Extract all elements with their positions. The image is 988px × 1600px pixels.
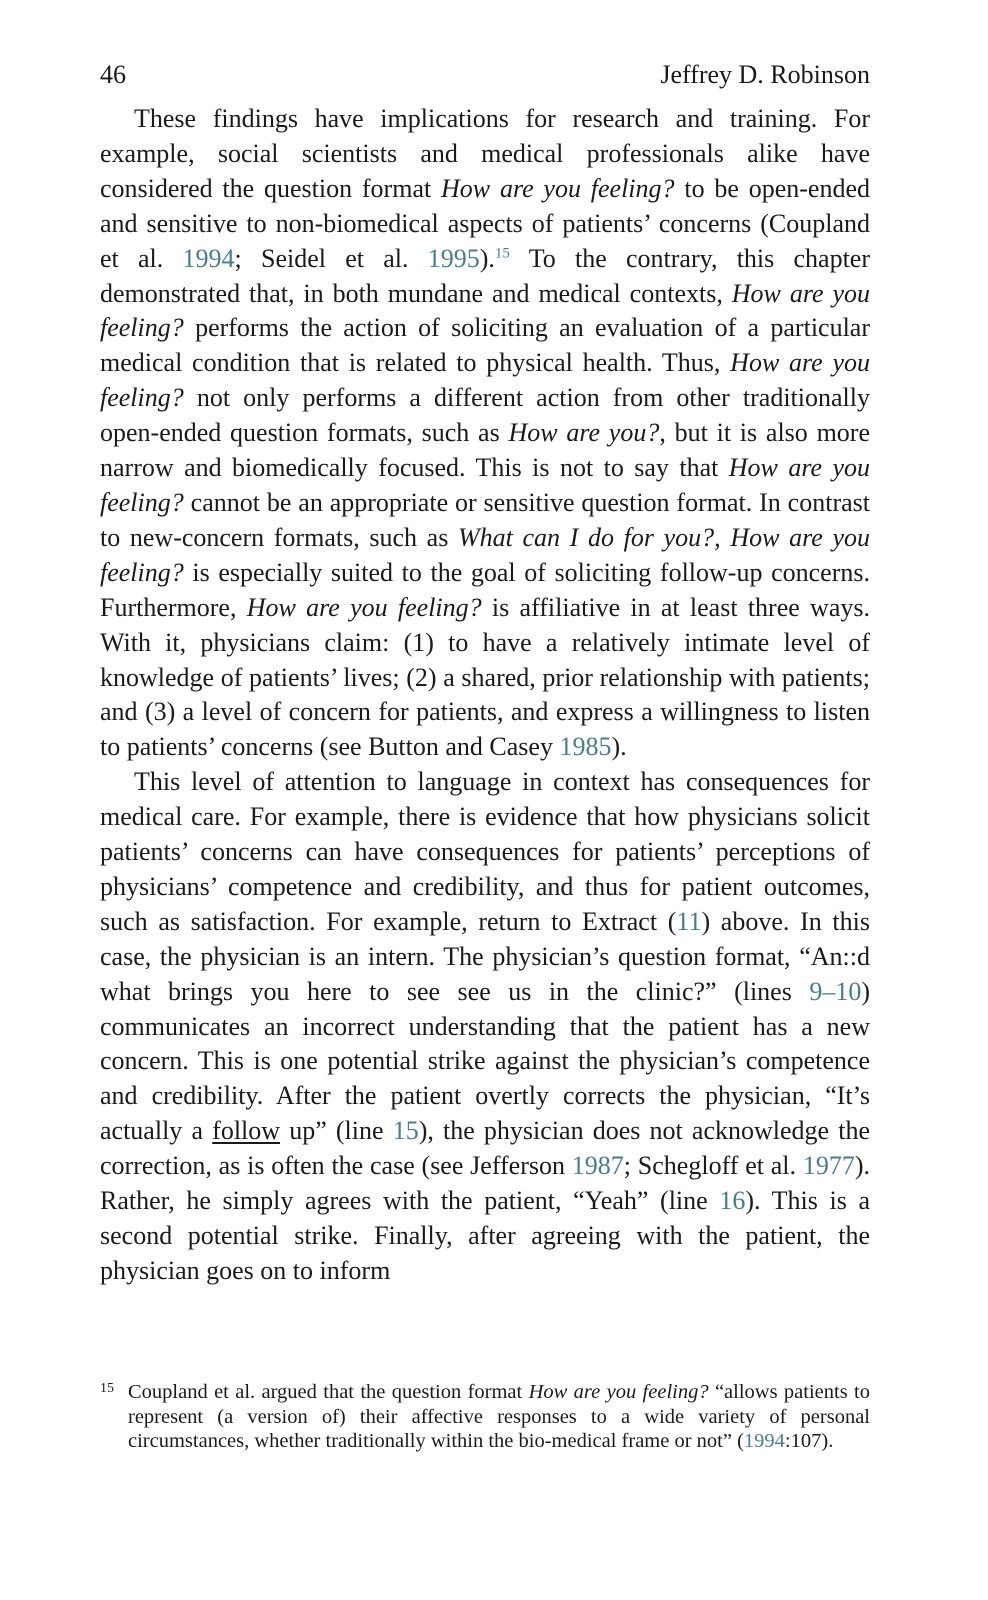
citation-link[interactable]: 1995: [427, 243, 480, 273]
citation-link[interactable]: 1987: [571, 1151, 624, 1181]
italic-phrase: How are you feeling?: [441, 173, 675, 203]
running-header: [100, 60, 870, 102]
text-run: These findings have implications for research and training. For example, social scientists and medical professionals alike have considered the question format: [100, 104, 870, 203]
footnote-number: 15: [100, 1381, 114, 1396]
text-run: To the contrary, this chapter demonstrated that, in both mundane and medical contexts,: [100, 243, 871, 308]
text-run: ) communicates an incorrect understanding that the patient has a new concern. This is one potential strike against the physician’s competence and credibility. After the patient overtly corrects the physician, “It’s actually a: [100, 976, 870, 1146]
footnote-reference[interactable]: 15: [494, 244, 510, 261]
text-run: , but it is also more narrow and biomedically focused. This is not to say that: [100, 418, 870, 483]
citation-link[interactable]: 1977: [802, 1151, 855, 1181]
italic-phrase: How are you?: [508, 418, 660, 448]
text-run: :107).: [784, 1430, 834, 1453]
footnote-text: [128, 1380, 870, 1454]
underlined-word: follow: [212, 1116, 281, 1146]
citation-link[interactable]: 1985: [559, 732, 612, 762]
paragraph-2: [100, 765, 870, 1289]
page-number: 46: [100, 60, 126, 89]
text-run: cannot be an appropriate or sensitive question format. In contrast to new-concern formats, such as: [100, 487, 870, 552]
footnote: [100, 1380, 870, 1454]
text-run: “allows patients to represent (a version of) their affective responses to a wide variety of personal circumstances, whether traditionally within the bio-medical frame or not” (: [128, 1381, 870, 1453]
page: [100, 60, 870, 1289]
text-run: ) above. In this case, the physician is an intern. The physician’s question format, “An::d what brings you here to see see us in the clinic?” (lines: [100, 906, 870, 1006]
italic-phrase: How are you feeling?: [100, 278, 870, 343]
italic-phrase: How are you feeling?: [100, 348, 871, 413]
text-run: ; Schegloff et al.: [623, 1151, 803, 1181]
running-head-author: Jeffrey D. Robinson: [660, 60, 870, 89]
italic-phrase: How are you feeling?: [246, 592, 482, 622]
text-run: up” (line: [280, 1116, 393, 1146]
extract-link[interactable]: 11: [676, 906, 702, 936]
line-reference-link[interactable]: 15: [392, 1116, 419, 1146]
text-run: ). This is a second potential strike. Finally, after agreeing with the patient, the physician goes on to inform: [100, 1186, 870, 1285]
text-run: This level of attention to language in context has consequences for medical care. For example, there is evidence that how physicians solicit patients’ concerns can have consequences for patients’ perceptions of physicians’ competence and credibility, and thus for patient outcomes, such as satisfaction. For example, return to Extract (: [100, 767, 870, 936]
citation-link[interactable]: 1994: [182, 243, 235, 273]
text-run: not only performs a different action from other traditionally open-ended question formats, such as: [100, 383, 870, 448]
text-run: is affiliative in at least three ways. With it, physicians claim: (1) to have a relatively intimate level of knowledge of patients’ lives; (2) a shared, prior relationship with patients; and (3) a level of concern for patients, and express a willingness to listen to patients’ concerns (see Button and Casey: [100, 592, 870, 762]
text-run: ; Seidel et al.: [234, 243, 428, 273]
body-text: [100, 102, 870, 1289]
text-run: performs the action of soliciting an evaluation of a particular medical condition that is related to physical health. Thus,: [100, 313, 870, 378]
text-run: ).: [479, 243, 495, 273]
text-run: ). Rather, he simply agrees with the patient, “Yeah” (line: [100, 1151, 870, 1216]
italic-phrase: How are you feeling?: [100, 453, 870, 517]
text-run: Coupland et al. argued that the question format: [128, 1381, 529, 1403]
text-run: is especially suited to the goal of soliciting follow-up concerns. Furthermore,: [100, 557, 870, 622]
text-run: ), the physician does not acknowledge the correction, as is often the case (see Jefferson: [100, 1116, 871, 1181]
text-run: to be open-ended and sensitive to non-biomedical aspects of patients’ concerns (Coupland et al.: [100, 173, 871, 273]
citation-link[interactable]: 1994: [743, 1430, 785, 1453]
paragraph-1: [100, 102, 870, 765]
text-run: ).: [611, 732, 627, 762]
italic-phrase: How are you feeling?: [528, 1381, 709, 1403]
line-reference-link[interactable]: 9–10: [809, 976, 862, 1006]
italic-phrase: What can I do for you?, How are you feeling?: [100, 522, 870, 587]
line-reference-link[interactable]: 16: [719, 1186, 746, 1216]
